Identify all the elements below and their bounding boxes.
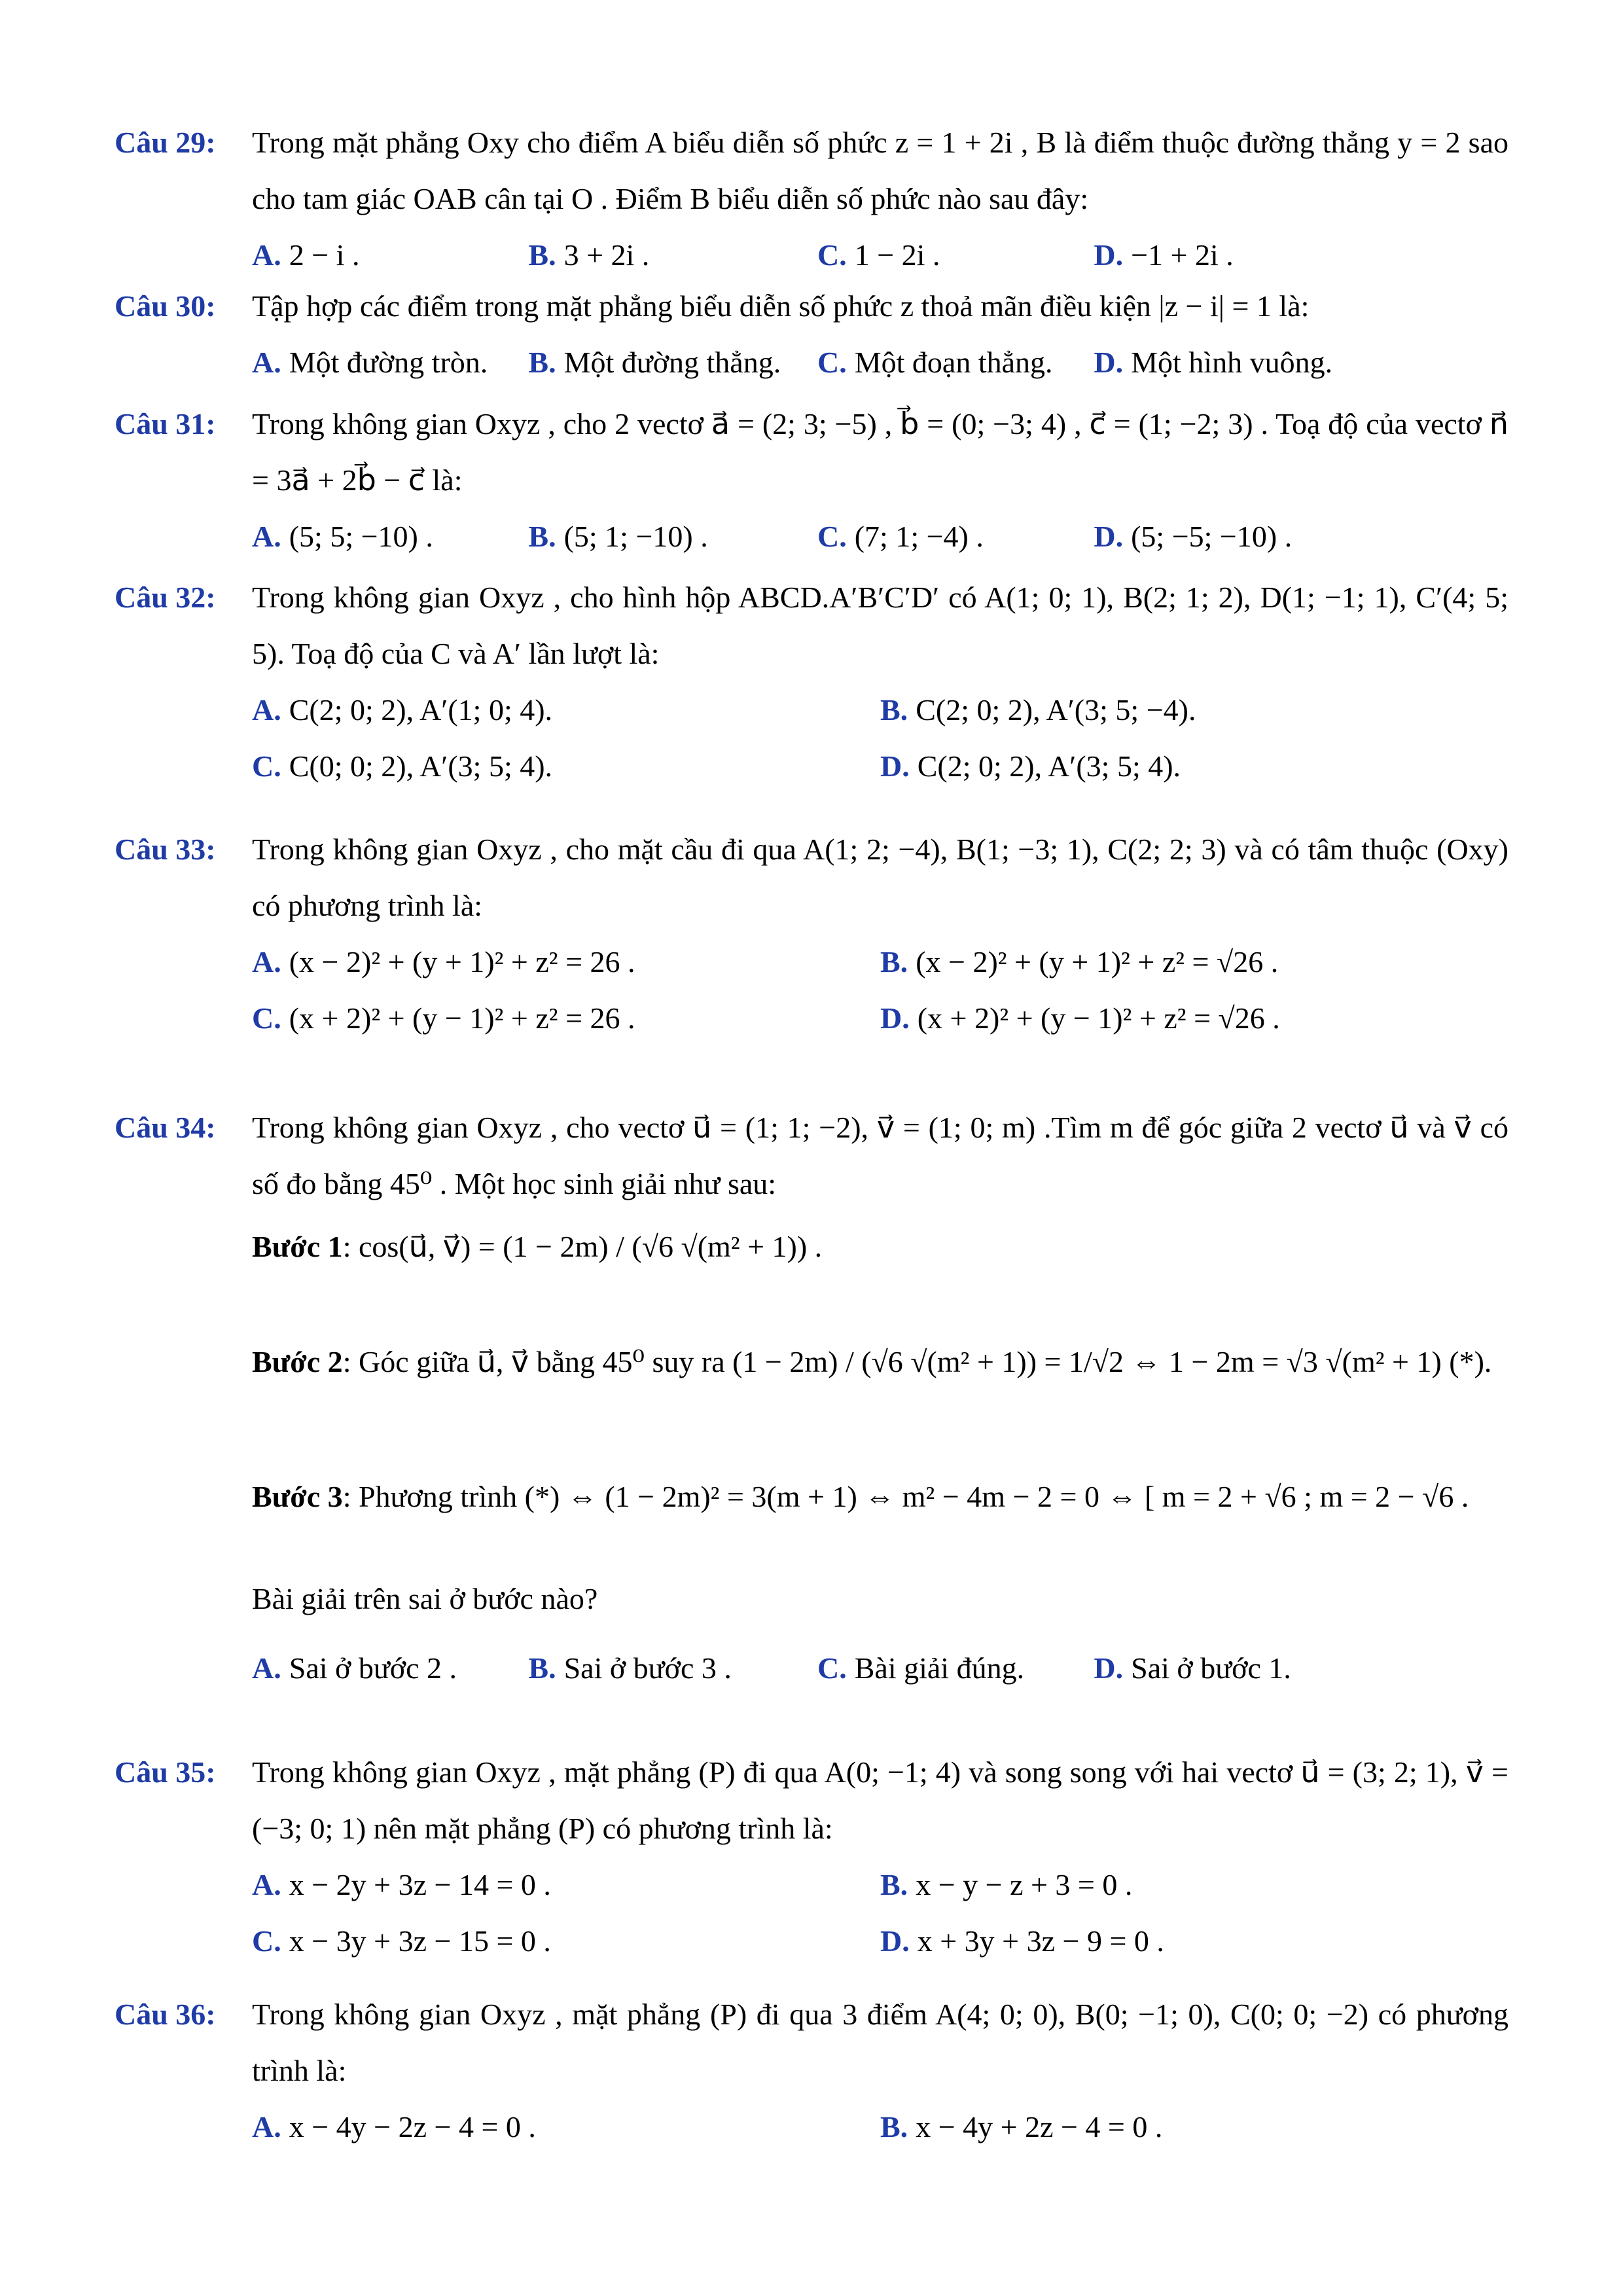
- option-b[interactable]: B. (x − 2)² + (y + 1)² + z² = √26 .: [880, 945, 1279, 978]
- question-number: Câu 34:: [115, 1111, 216, 1144]
- question-36: [115, 1986, 1508, 2155]
- question-text: Trong không gian Oxyz , cho hình hộp ABCD.A′B′C′D′ có A(1; 0; 1), B(2; 1; 2), D(1; −1; 1), C′(4; 5; 5). Toạ độ của C và A′ lần lượt là:: [252, 581, 1508, 670]
- option-c[interactable]: C. C(0; 0; 2), A′(3; 5; 4).: [252, 749, 553, 783]
- question-35: [115, 1744, 1508, 1969]
- question-text: Trong không gian Oxyz , mặt phẳng (P) đi qua A(0; −1; 4) và song song với hai vectơ u⃗ = (3; 2; 1), v⃗ = (−3; 0; 1) nên mặt phẳng (P) có phương trình là:: [252, 1755, 1508, 1845]
- option-c[interactable]: C. Một đoạn thẳng.: [817, 346, 1053, 379]
- question-number: Câu 31:: [115, 407, 216, 440]
- answer-options: [252, 509, 1508, 565]
- option-c[interactable]: C. (x + 2)² + (y − 1)² + z² = 26 .: [252, 1001, 635, 1035]
- option-a[interactable]: A. C(2; 0; 2), A′(1; 0; 4).: [252, 693, 553, 726]
- option-d[interactable]: D. (x + 2)² + (y − 1)² + z² = √26 .: [880, 1001, 1280, 1035]
- answer-options: [252, 227, 1508, 283]
- option-c[interactable]: C. (7; 1; −4) .: [817, 520, 984, 553]
- option-a[interactable]: A. (5; 5; −10) .: [252, 520, 433, 553]
- answer-options: [252, 334, 1508, 391]
- question-number: Câu 30:: [115, 289, 216, 323]
- answer-options: [252, 934, 1508, 1047]
- option-a[interactable]: A. Một đường tròn.: [252, 346, 488, 379]
- question-number: Câu 32:: [115, 581, 216, 614]
- option-c[interactable]: C. Bài giải đúng.: [817, 1651, 1025, 1685]
- question-text: Trong không gian Oxyz , cho mặt cầu đi qua A(1; 2; −4), B(1; −3; 1), C(2; 2; 3) và có tâm thuộc (Oxy) có phương trình là:: [252, 833, 1508, 922]
- question-34: [115, 1100, 1508, 1696]
- option-b[interactable]: B. Một đường thẳng.: [528, 346, 781, 379]
- answer-options: [252, 682, 1508, 795]
- question-30: [115, 278, 1508, 391]
- option-a[interactable]: A. x − 4y − 2z − 4 = 0 .: [252, 2110, 536, 2144]
- question-text: Trong không gian Oxyz , cho 2 vectơ a⃗ = (2; 3; −5) , b⃗ = (0; −3; 4) , c⃗ = (1; −2; 3) . Toạ độ của vectơ n⃗ = 3a⃗ + 2b⃗ − c⃗ là:: [252, 407, 1508, 497]
- option-b[interactable]: B. Sai ở bước 3 .: [528, 1651, 732, 1685]
- question-number: Câu 36:: [115, 1998, 216, 2031]
- answer-options: [252, 1857, 1508, 1969]
- question-prompt: Bài giải trên sai ở bước nào?: [252, 1582, 598, 1615]
- solution-step-1: Bước 1: cos(u⃗, v⃗) = (1 − 2m) / (√6 √(m² + 1)) .: [252, 1230, 823, 1263]
- question-33: [115, 821, 1508, 1047]
- option-b[interactable]: B. (5; 1; −10) .: [528, 520, 708, 553]
- question-text: Trong không gian Oxyz , cho vectơ u⃗ = (1; 1; −2), v⃗ = (1; 0; m) .Tìm m để góc giữa 2 vectơ u⃗ và v⃗ có số đo bằng 45⁰ . Một học sinh giải như sau:: [252, 1111, 1508, 1200]
- question-text: Tập hợp các điểm trong mặt phẳng biểu diễn số phức z thoả mãn điều kiện |z − i| = 1 là:: [252, 289, 1310, 323]
- answer-options: [252, 2099, 1508, 2155]
- option-b[interactable]: B. 3 + 2i .: [528, 238, 650, 272]
- option-b[interactable]: B. x − y − z + 3 = 0 .: [880, 1868, 1133, 1901]
- option-b[interactable]: B. x − 4y + 2z − 4 = 0 .: [880, 2110, 1163, 2144]
- option-d[interactable]: D. x + 3y + 3z − 9 = 0 .: [880, 1924, 1164, 1958]
- option-d[interactable]: D. (5; −5; −10) .: [1094, 520, 1293, 553]
- option-d[interactable]: D. Một hình vuông.: [1094, 346, 1333, 379]
- question-29: [115, 115, 1508, 283]
- question-32: [115, 569, 1508, 795]
- option-a[interactable]: A. (x − 2)² + (y + 1)² + z² = 26 .: [252, 945, 635, 978]
- answer-options: [252, 1640, 1508, 1696]
- question-text: Trong không gian Oxyz , mặt phẳng (P) đi qua 3 điểm A(4; 0; 0), B(0; −1; 0), C(0; 0; −2) có phương trình là:: [252, 1998, 1508, 2087]
- solution-step-2: Bước 2: Góc giữa u⃗, v⃗ bằng 45⁰ suy ra (1 − 2m) / (√6 √(m² + 1)) = 1/√2 ⇔ 1 − 2m = √3 √(m² + 1) (*).: [252, 1345, 1492, 1378]
- option-a[interactable]: A. x − 2y + 3z − 14 = 0 .: [252, 1868, 551, 1901]
- question-number: Câu 33:: [115, 833, 216, 866]
- option-c[interactable]: C. 1 − 2i .: [817, 238, 940, 272]
- question-number: Câu 29:: [115, 126, 216, 159]
- question-text: Trong mặt phẳng Oxy cho điểm A biểu diễn số phức z = 1 + 2i , B là điểm thuộc đường thẳng y = 2 sao cho tam giác OAB cân tại O . Điểm B biểu diễn số phức nào sau đây:: [252, 126, 1508, 215]
- option-c[interactable]: C. x − 3y + 3z − 15 = 0 .: [252, 1924, 551, 1958]
- option-d[interactable]: D. Sai ở bước 1.: [1094, 1651, 1291, 1685]
- option-d[interactable]: D. −1 + 2i .: [1094, 238, 1234, 272]
- option-a[interactable]: A. 2 − i .: [252, 238, 360, 272]
- option-d[interactable]: D. C(2; 0; 2), A′(3; 5; 4).: [880, 749, 1181, 783]
- solution-step-3: Bước 3: Phương trình (*) ⇔ (1 − 2m)² = 3(m + 1) ⇔ m² − 4m − 2 = 0 ⇔ [ m = 2 + √6 ; m = 2 − √6 .: [252, 1480, 1469, 1513]
- option-b[interactable]: B. C(2; 0; 2), A′(3; 5; −4).: [880, 693, 1196, 726]
- question-31: [115, 396, 1508, 565]
- option-a[interactable]: A. Sai ở bước 2 .: [252, 1651, 457, 1685]
- question-number: Câu 35:: [115, 1755, 216, 1789]
